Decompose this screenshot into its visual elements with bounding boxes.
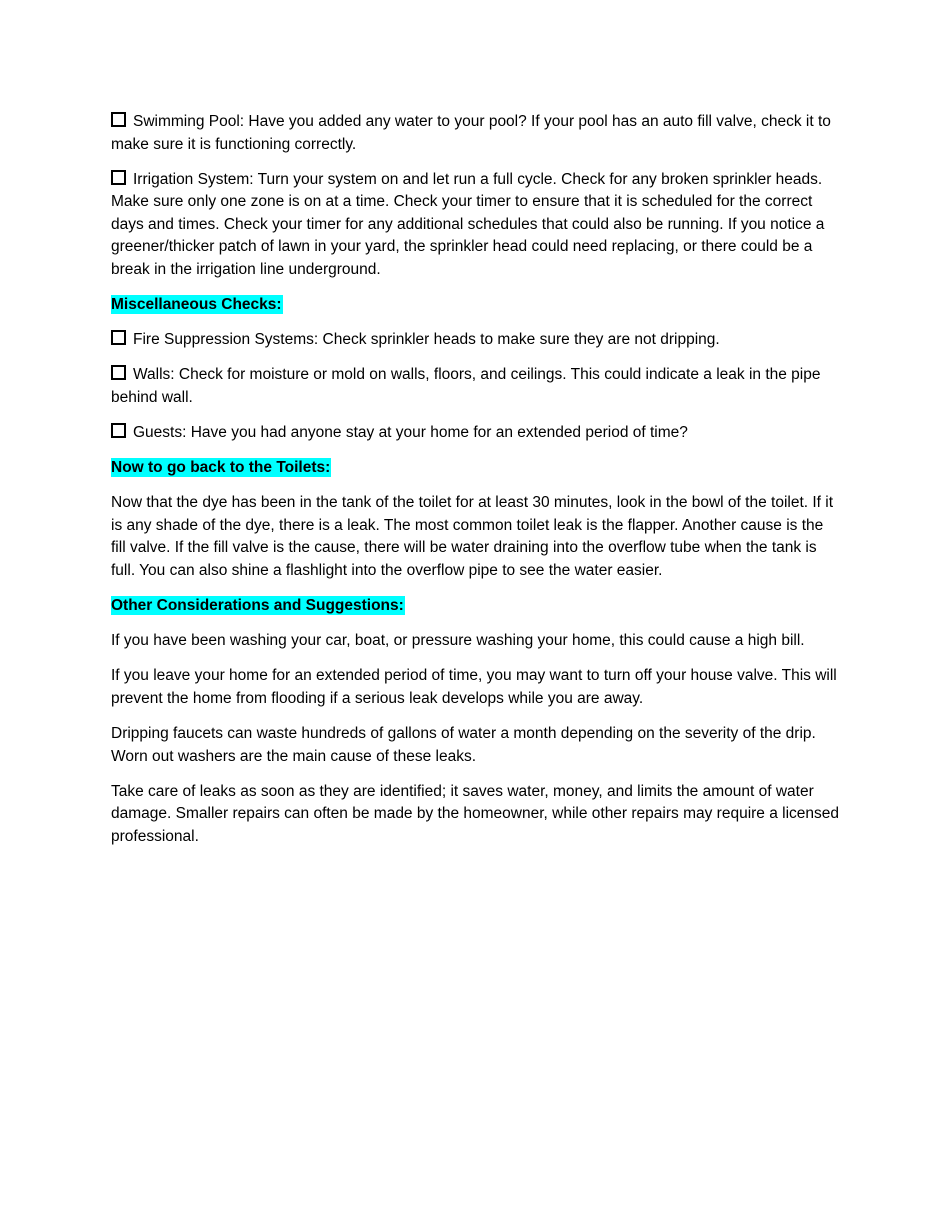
- other-considerations-heading-text: Other Considerations and Suggestions:: [111, 597, 404, 615]
- toilets-paragraph: Now that the dye has been in the tank of the toilet for at least 30 minutes, look in the bowl of the toilet. If it is any shade of the dye, there is a leak. The most common toilet leak is the flapper. Another cause is the fill valve. If the fill valve is the cause, there will be water draining into the overflow tube when the tank is full. You can also shine a flashlight into the overflow pipe to see the water easier.: [111, 494, 834, 579]
- toilets-heading-text: Now to go back to the Toilets:: [111, 459, 331, 477]
- toilets-heading: [111, 457, 841, 480]
- checklist-item-walls: [111, 364, 841, 409]
- checklist-item-guests: [111, 422, 841, 445]
- checkbox-walls[interactable]: [111, 365, 126, 380]
- other-paragraph-take-care: Take care of leaks as soon as they are identified; it saves water, money, and limits the amount of water damage. Smaller repairs can often be made by the homeowner, while other repairs may require a licensed professional.: [111, 782, 840, 845]
- misc-checks-heading-text: Miscellaneous Checks:: [111, 296, 282, 314]
- misc-checks-heading: [111, 294, 841, 317]
- document-page: [111, 111, 841, 861]
- other-considerations-heading: [111, 595, 841, 618]
- other-paragraph-house-valve: If you leave your home for an extended period of time, you may want to turn off your house valve. This will prevent the home from flooding if a serious leak develops while you are away.: [111, 667, 837, 707]
- checklist-item-swimming-pool: [111, 111, 841, 156]
- checklist-item-text: Irrigation System: Turn your system on and let run a full cycle. Check for any broken sprinkler heads. Make sure only one zone is on at a time. Check your timer to ensure that it is scheduled for the correct days and times. Check your timer for any additional schedules that could also be running. If you notice a greener/thicker patch of lawn in your yard, the sprinkler head could need replacing, or there could be a break in the irrigation line underground.: [111, 170, 825, 279]
- checklist-item-text: Walls: Check for moisture or mold on walls, floors, and ceilings. This could indicate a leak in the pipe behind wall.: [111, 366, 821, 406]
- checklist-item-text: Swimming Pool: Have you added any water to your pool? If your pool has an auto fill valve, check it to make sure it is functioning correctly.: [111, 113, 831, 153]
- checklist-item-fire-suppression: [111, 329, 841, 352]
- other-paragraph-washing: If you have been washing your car, boat, or pressure washing your home, this could cause a high bill.: [111, 632, 805, 650]
- checkbox-guests[interactable]: [111, 423, 126, 438]
- checklist-item-text: Guests: Have you had anyone stay at your home for an extended period of time?: [133, 424, 688, 442]
- other-paragraph-dripping-faucets: Dripping faucets can waste hundreds of gallons of water a month depending on the severity of the drip. Worn out washers are the main cause of these leaks.: [111, 724, 816, 765]
- checkbox-fire-suppression[interactable]: [111, 330, 126, 345]
- checkbox-irrigation-system[interactable]: [111, 170, 126, 185]
- checklist-item-text: Fire Suppression Systems: Check sprinkler heads to make sure they are not dripping.: [133, 331, 720, 349]
- checklist-item-irrigation-system: [111, 169, 841, 282]
- checkbox-swimming-pool[interactable]: [111, 112, 126, 127]
